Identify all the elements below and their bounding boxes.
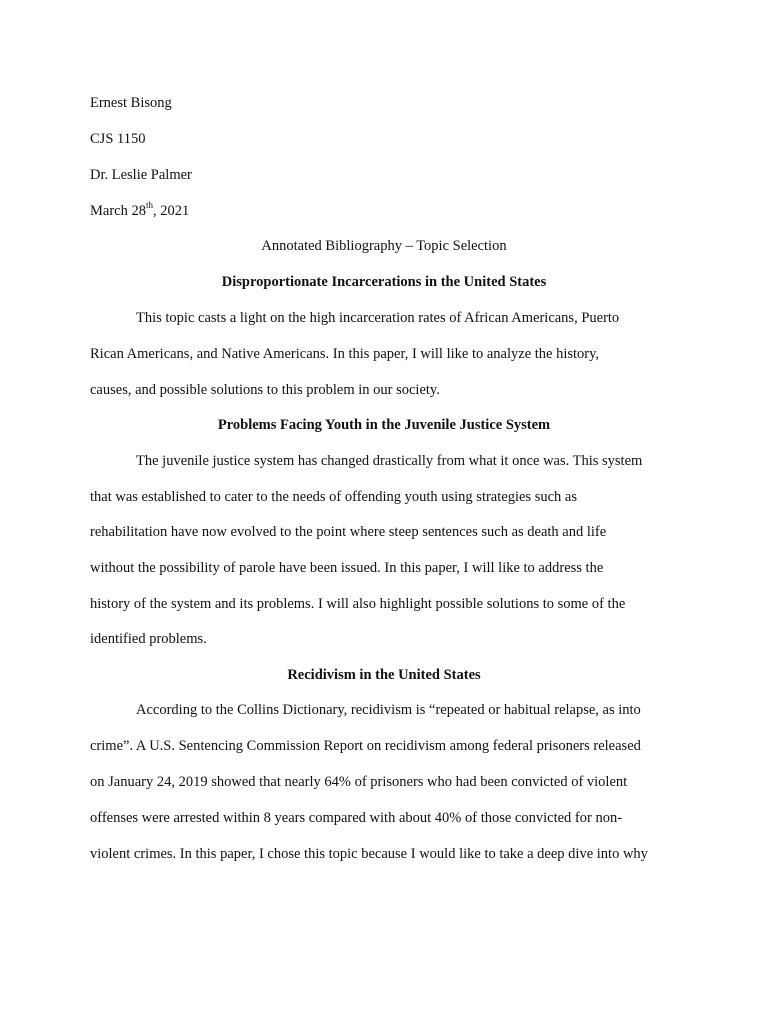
paragraph-line: This topic casts a light on the high incarceration rates of African Americans, Puerto [136, 310, 620, 326]
date-month-day: March 28 [90, 203, 146, 219]
paragraph-line: offenses were arrested within 8 years compared with about 40% of those convicted for non- [90, 810, 623, 826]
paragraph-line: crime”. A U.S. Sentencing Commission Report on recidivism among federal prisoners released [90, 738, 641, 754]
author-name: Ernest Bisong [90, 95, 172, 111]
paragraph-line: on January 24, 2019 showed that nearly 64% of prisoners who had been convicted of violent [90, 774, 628, 790]
section-heading: Problems Facing Youth in the Juvenile Justice System [217, 417, 551, 433]
paragraph-line: history of the system and its problems. I will also highlight possible solutions to some of the [90, 596, 626, 612]
paragraph-line: According to the Collins Dictionary, recidivism is “repeated or habitual relapse, as into [136, 702, 641, 718]
paragraph-line: that was established to cater to the needs of offending youth using strategies such as [90, 489, 577, 505]
course-code: CJS 1150 [90, 131, 146, 147]
paragraph-line: Rican Americans, and Native Americans. In this paper, I will like to analyze the history, [90, 346, 600, 362]
submission-date [90, 202, 189, 220]
date-ordinal-suffix: th [145, 200, 153, 211]
section-heading: Recidivism in the United States [287, 667, 481, 683]
paragraph-line: identified problems. [90, 631, 207, 647]
paragraph-line: The juvenile justice system has changed drastically from what it once was. This system [136, 453, 643, 469]
paragraph-line: violent crimes. In this paper, I chose this topic because I would like to take a deep dive into why [90, 846, 648, 862]
paragraph-line: rehabilitation have now evolved to the point where steep sentences such as death and life [90, 524, 607, 540]
paragraph-line: causes, and possible solutions to this problem in our society. [90, 382, 440, 398]
document-title: Annotated Bibliography – Topic Selection [261, 238, 507, 254]
date-year: , 2021 [152, 203, 190, 219]
section-heading: Disproportionate Incarcerations in the United States [221, 274, 547, 290]
instructor-name: Dr. Leslie Palmer [90, 167, 192, 183]
paragraph-line: without the possibility of parole have been issued. In this paper, I will like to address the [90, 560, 604, 576]
